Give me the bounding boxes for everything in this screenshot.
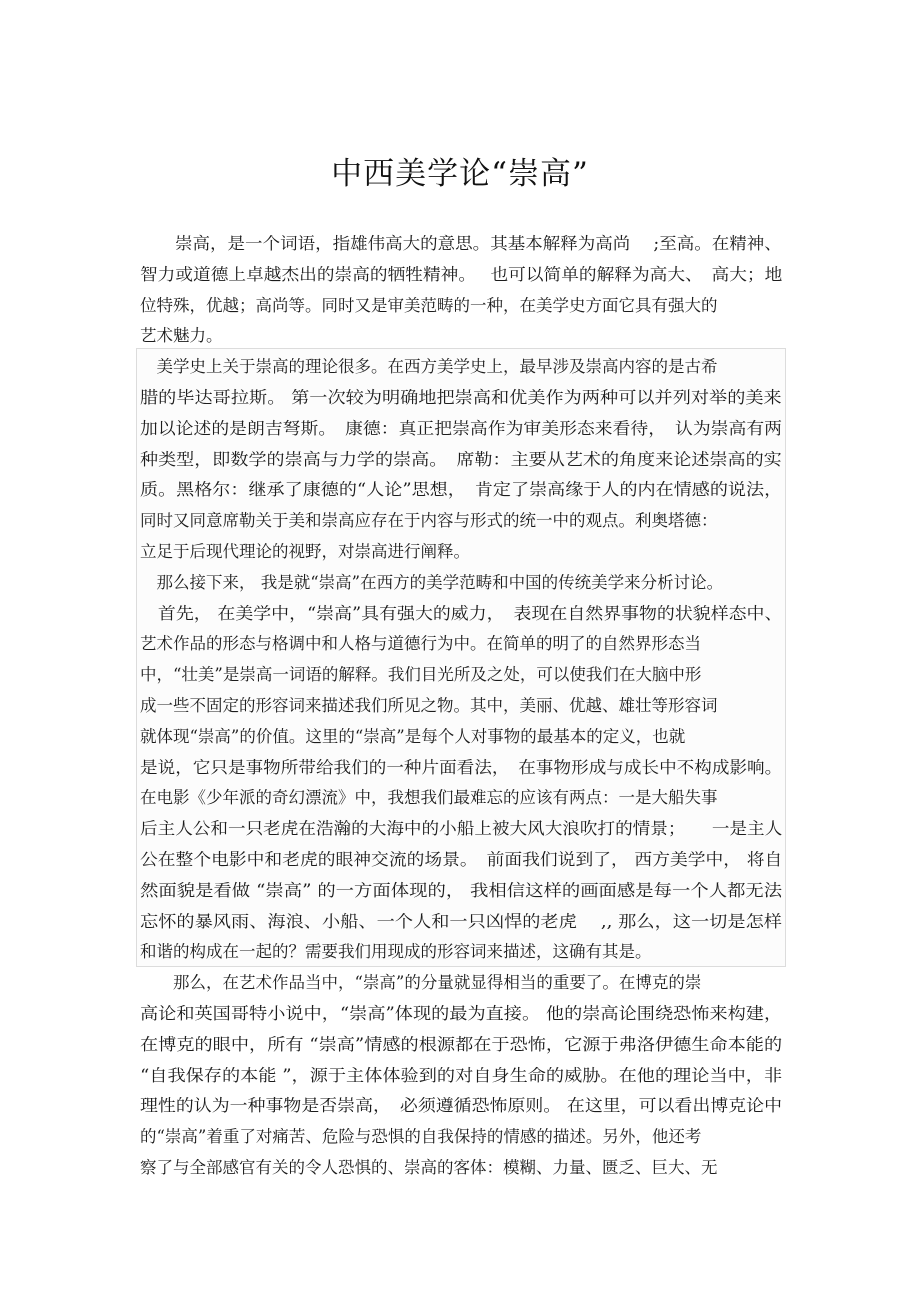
body-line: 中，“壮美”是崇高一词语的解释。我们目光所及之处，可以使我们在大脑中形 xyxy=(140,665,702,685)
body-line: 是说，它只是事物所带给我们的一种片面看法， 在事物形成与成长中不构成影响。 xyxy=(140,757,783,777)
body-line: 成一些不固定的形容词来描述我们所见之物。其中，美丽、优越、雄壮等形容词 xyxy=(140,696,718,715)
body-line: 立足于后现代理论的视野，对崇高进行阐释。 xyxy=(140,542,470,561)
body-line: 就体现“崇高”的价值。这里的“崇高”是每个人对事物的最基本的定义，也就 xyxy=(140,726,686,746)
body-line: 美学史上关于崇高的理论很多。在西方美学史上，最早涉及崇高内容的是古希 xyxy=(140,357,718,377)
body-line: 同时又同意席勒关于美和崇高应存在于内容与形式的统一中的观点。利奥塔德： xyxy=(140,511,718,531)
body-line: 公在整个电影中和老虎的眼神交流的场景。 前面我们说到了， 西方美学中， 将自 xyxy=(140,850,783,869)
body-line: 理性的认为一种事物是否崇高， 必须遵循恐怖原则。 在这里，可以看出博克论中 xyxy=(140,1096,783,1116)
body-line: 种类型，即数学的崇高与力学的崇高。 席勒：主要从艺术的角度来论述崇高的实 xyxy=(140,449,782,469)
body-line: 察了与全部感官有关的令人恐惧的、崇高的客体：模糊、力量、匮乏、巨大、无 xyxy=(140,1158,718,1177)
body-line: 忘怀的暴风雨、海浪、小船、一个人和一只凶悍的老虎 ,, 那么，这一切是怎样 xyxy=(140,911,782,931)
body-line: 和谐的构成在一起的？需要我们用现成的形容词来描述，这确有其是。 xyxy=(140,942,652,962)
body-line: 加以论述的是朗吉弩斯。 康德：真正把崇高作为审美形态来看待， 认为崇高有两 xyxy=(140,418,782,438)
body-line: 的“崇高”着重了对痛苦、危险与恐惧的自我保持的情感的描述。另外，他还考 xyxy=(140,1127,702,1147)
body-line: 那么，在艺术作品当中，“崇高”的分量就显得相当的重要了。在博克的崇 xyxy=(140,973,702,993)
body-line: 艺术魅力。 xyxy=(140,326,223,346)
body-line: 在博克的眼中，所有 “崇高”情感的根源都在于恐怖，它源于弗洛伊德生命本能的 xyxy=(140,1034,783,1054)
document-title: 中西美学论“崇高” xyxy=(331,156,589,192)
body-line: 首先， 在美学中，“崇高”具有强大的威力， 表现在自然界事物的状貌样态中、 xyxy=(140,603,783,623)
body-line: 腊的毕达哥拉斯。 第一次较为明确地把崇高和优美作为两种可以并列对举的美来 xyxy=(140,388,782,407)
highlighted-passage-box xyxy=(136,348,786,967)
body-line: 质。黑格尔：继承了康德的“人论”思想， 肯定了崇高缘于人的内在情感的说法， xyxy=(140,480,783,500)
body-line: 位特殊，优越；高尚等。同时又是审美范畴的一种，在美学史方面它具有强大的 xyxy=(140,295,718,315)
body-line: 智力或道德上卓越杰出的崇高的牺牲精神。 也可以简单的解释为高大、 高大；地 xyxy=(140,264,783,284)
body-line: 后主人公和一只老虎在浩瀚的大海中的小船上被大风大浪吹打的情景； 一是主人 xyxy=(140,819,783,839)
body-line: 崇高，是一个词语，指雄伟高大的意思。其基本解释为高尚 ;至高。在精神、 xyxy=(140,234,782,253)
body-line: 艺术作品的形态与格调中和人格与道德行为中。在简单的明了的自然界形态当 xyxy=(140,634,701,654)
body-line: 在电影《少年派的奇幻漂流》中，我想我们最难忘的应该有两点：一是大船失事 xyxy=(140,788,718,808)
body-line: 高论和英国哥特小说中，“崇高”体现的最为直接。 他的崇高论围绕恐怖来构建， xyxy=(140,1004,783,1023)
body-line: 那么接下来， 我是就“崇高”在西方的美学范畴和中国的传统美学来分析讨论。 xyxy=(140,572,724,592)
body-line: “自我保存的本能 ”，源于主体体验到的对自身生命的威胁。在他的理论当中，非 xyxy=(140,1065,783,1085)
body-line: 然面貌是看做 “崇高” 的一方面体现的， 我相信这样的画面感是每一个人都无法 xyxy=(140,880,783,900)
